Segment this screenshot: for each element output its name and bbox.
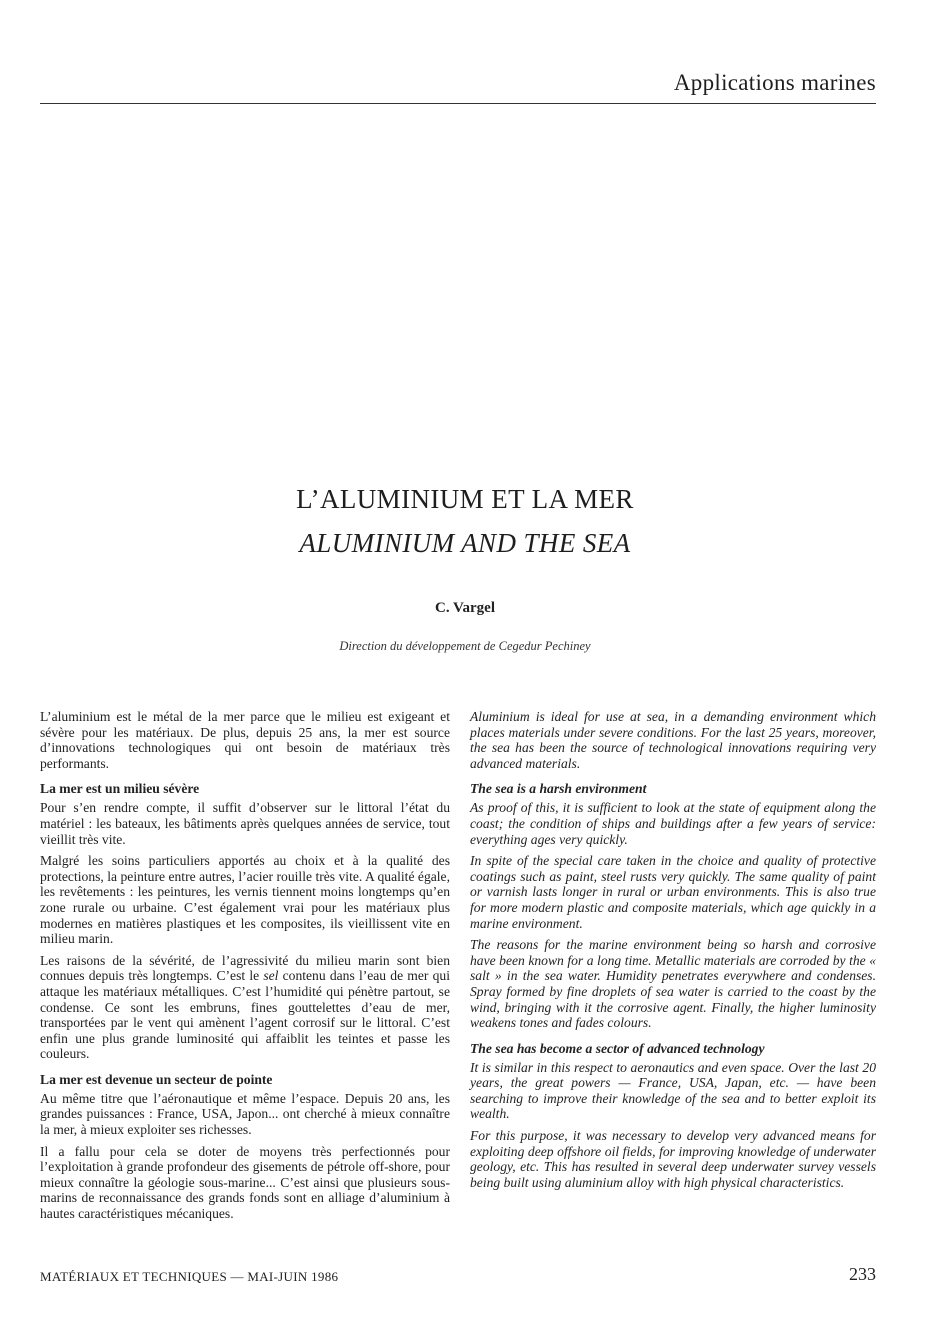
english-paragraph: For this purpose, it was necessary to develop very advanced means for exploiting deep offshore oil fields, for improving knowledge of underwater geology, etc. This has resulted in several deep underwater survey vessels being built using aluminium alloy with high physical characteristics. [470,1128,876,1190]
french-section-heading-harsh: La mer est un milieu sévère [40,781,200,797]
french-section-heading-advanced: La mer est devenue un secteur de pointe [40,1071,273,1087]
french-paragraph: Pour s’en rendre compte, il suffit d’observer sur le littoral l’état du matériel : les bateaux, les bâtiments après quelques années de service, tout vieillit très vite. [40,800,450,847]
footer-journal-name: MATÉRIAUX ET TECHNIQUES — MAI-JUIN 1986 [40,1269,339,1284]
article-title-french: L’ALUMINIUM ET LA MER [296,484,634,514]
english-section-heading-advanced: The sea has become a sector of advanced technology [470,1040,765,1056]
english-column [470,709,876,1196]
emphasis-sel: sel [263,968,279,984]
english-paragraph: In spite of the special care taken in the choice and quality of protective coatings such as paint, steel rusts very quickly. The same quality of paint or varnish lasts longer in rural or urban environments. This is also true for more modern plastic and composite materials, which age quickly in a marine environment. [470,853,876,931]
english-paragraph: It is similar in this respect to aeronautics and even space. Over the last 20 years, the great powers — France, USA, Japan, etc. — have been searching to improve their knowledge of the sea and to better exploit its wealth. [470,1059,876,1122]
page-number: 233 [849,1264,876,1284]
french-column [40,709,450,1228]
article-title-english: ALUMINIUM AND THE SEA [299,528,631,558]
author-name: C. Vargel [435,600,495,616]
header-rule [40,103,876,104]
running-header: Applications marines [673,70,876,95]
english-intro-paragraph: Aluminium is ideal for use at sea, in a demanding environment which places materials under severe conditions. For the last 25 years, moreover, the sea has been the source of technological innovations requiring very advanced materials. [470,709,876,771]
french-paragraph-salt [40,953,450,1062]
english-paragraph: The reasons for the marine environment being so harsh and corrosive have been known for a long time. Metallic materials are corroded by the « salt » in the sea water. Humidity penetrates everywhere and condenses. Spray formed by fine droplets of sea water is carried to the coast by the wind, bringing with it the corrosive agent. Finally, the higher luminosity weakens tones and fades colours. [470,937,876,1031]
text-run: contenu dans l’eau de mer qui attaque les matériaux métalliques. C’est l’humidité qui pénètre partout, se condense. Ce sont les embruns, fines gouttelettes d’eau de mer, transportées par le vent qui amènent l’agent corrosif sur le littoral. C’est enfin une plus grande luminosité qui affaiblit les teintes et passe les couleurs. [40,968,450,1062]
french-paragraph: Il a fallu pour cela se doter de moyens très perfectionnés pour l’exploitation à grande profondeur des gisements de pétrole off-shore, pour mieux connaître la géologie sous-marine... C’est ainsi que plusieurs sous-marins de reconnaissance des grands fonds sont en alliage d’aluminium à hautes caractéristiques mécaniques. [40,1143,450,1222]
french-intro-paragraph: L’aluminium est le métal de la mer parce que le milieu est exigeant et sévère pour les matériaux. De plus, depuis 25 ans, la mer est source d’innovations technologiques qui ont besoin de matériaux très performants. [40,709,450,771]
english-section-heading-harsh: The sea is a harsh environment [470,781,647,797]
french-paragraph: Au même titre que l’aéronautique et même l’espace. Depuis 20 ans, les grandes puissances : France, USA, Japon... ont cherché à mieux connaître la mer, à mieux exploiter ses richesses. [40,1090,450,1138]
french-paragraph: Malgré les soins particuliers apportés au choix et à la qualité des protections, la peinture entre autres, l’acier rouille très vite. A qualité égale, les revêtements : les peintures, les vernis tiennent moins longtemps qu’en zone rurale ou urbaine. C’est également vrai pour les matériaux plus modernes en matières plastiques et les composites, ils vieillissent vite en milieu marin. [40,853,450,947]
english-paragraph: As proof of this, it is sufficient to look at the state of equipment along the coast; the condition of ships and buildings after a few years of service: everything ages very quickly. [470,800,876,847]
text-run: Les raisons de la sévérité, de l’agressivité du milieu marin sont bien connues depuis très longtemps. C’est le [40,952,450,984]
author-affiliation: Direction du développement de Cegedur Pechiney [339,639,591,653]
